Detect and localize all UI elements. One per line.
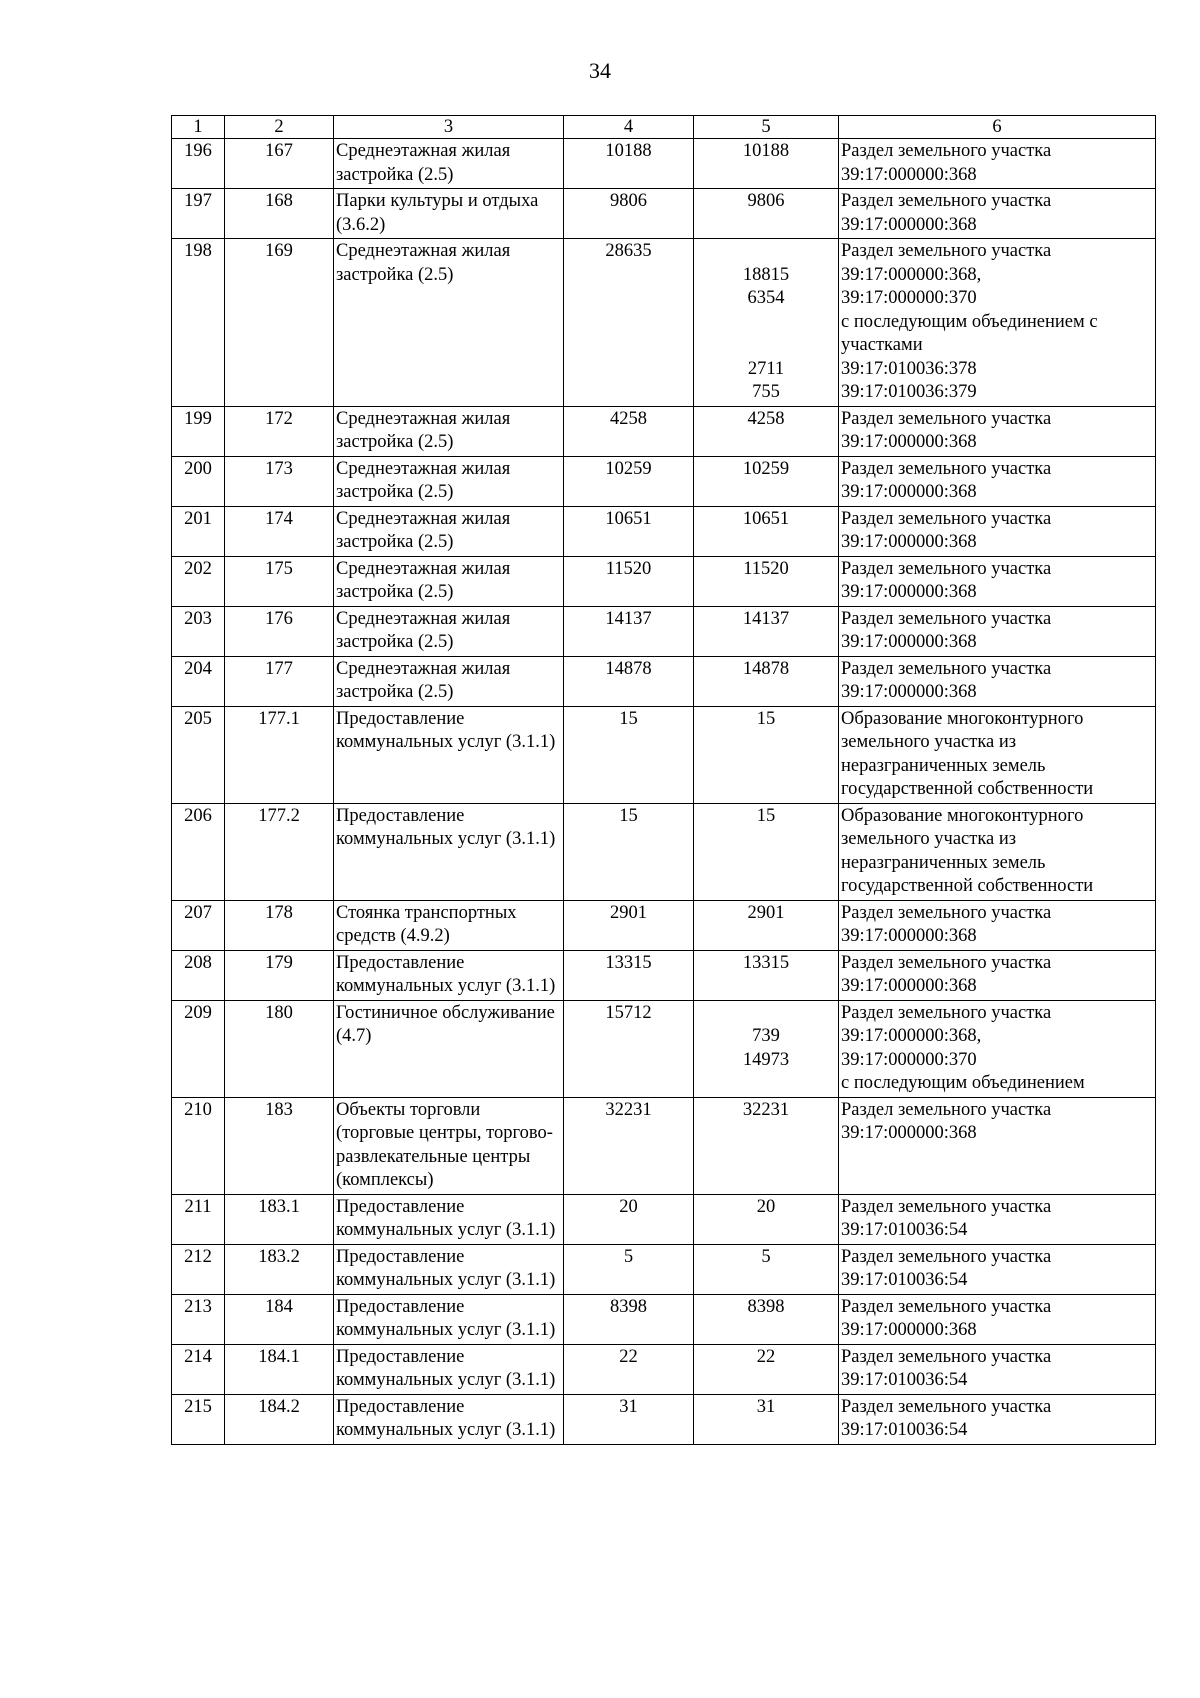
plot-id-cell: 175 [225, 556, 334, 606]
part-area-value: 5 [761, 1246, 771, 1267]
row-number-cell: 202 [172, 556, 225, 606]
note-cell [839, 456, 1156, 506]
plot-id-cell: 183.1 [225, 1194, 334, 1244]
parts-area-cell [694, 1394, 839, 1444]
plot-id-cell: 184 [225, 1294, 334, 1344]
land-use-cell: Среднеэтажная жилая застройка (2.5) [334, 656, 564, 706]
row-number-cell: 213 [172, 1294, 225, 1344]
row-number-cell: 206 [172, 803, 225, 900]
parts-area-cell [694, 706, 839, 803]
note-line: 39:17:000000:368 [841, 532, 977, 552]
note-cell [839, 656, 1156, 706]
area-cell: 10188 [564, 139, 694, 189]
note-line: Раздел земельного участка [841, 1002, 1052, 1023]
table-row [172, 1294, 1156, 1344]
note-line: земельного участка из [841, 732, 1017, 752]
part-area-value: 14973 [742, 1049, 790, 1070]
part-area-value: 10651 [742, 508, 790, 529]
plot-id-cell: 167 [225, 139, 334, 189]
parts-area-cell [694, 1294, 839, 1344]
note-cell [839, 1394, 1156, 1444]
part-area-value: 14137 [742, 608, 790, 629]
note-line: 39:17:000000:368, [841, 1026, 982, 1046]
note-cell [839, 900, 1156, 950]
note-line: 39:17:000000:368 [841, 582, 977, 602]
plot-id-cell: 174 [225, 506, 334, 556]
plot-id-cell: 177.2 [225, 803, 334, 900]
note-line: Раздел земельного участка [841, 408, 1052, 429]
plot-id-cell: 168 [225, 189, 334, 239]
note-line: 39:17:000000:368 [841, 214, 977, 235]
note-cell [839, 139, 1156, 189]
plot-id-cell: 173 [225, 456, 334, 506]
row-number-cell: 199 [172, 406, 225, 456]
parts-area-cell [694, 656, 839, 706]
note-cell [839, 1000, 1156, 1097]
note-line: 39:17:010036:54 [841, 1370, 968, 1390]
note-line: Раздел земельного участка [841, 241, 1052, 261]
area-cell: 5 [564, 1244, 694, 1294]
note-cell [839, 950, 1156, 1000]
row-number-cell: 211 [172, 1194, 225, 1244]
table-row [172, 189, 1156, 239]
note-line: Раздел земельного участка [841, 558, 1052, 579]
note-line: Раздел земельного участка [841, 902, 1052, 923]
area-cell: 28635 [564, 239, 694, 407]
area-cell: 14137 [564, 606, 694, 656]
area-cell: 31 [564, 1394, 694, 1444]
note-cell [839, 1097, 1156, 1194]
table-row [172, 406, 1156, 456]
area-cell: 20 [564, 1194, 694, 1244]
note-line: 39:17:010036:54 [841, 1220, 968, 1240]
row-number-cell: 200 [172, 456, 225, 506]
parts-area-cell [694, 1194, 839, 1244]
part-area-value: 2711 [747, 358, 785, 379]
note-line: Раздел земельного участка [841, 1296, 1052, 1317]
part-area-value [696, 334, 836, 358]
parts-area-cell [694, 1244, 839, 1294]
parts-area-cell [694, 950, 839, 1000]
row-number-cell: 207 [172, 900, 225, 950]
plot-id-cell: 177.1 [225, 706, 334, 803]
land-use-cell: Среднеэтажная жилая застройка (2.5) [334, 139, 564, 189]
area-cell: 15712 [564, 1000, 694, 1097]
table-row [172, 900, 1156, 950]
land-use-cell: Гостиничное обслуживание (4.7) [334, 1000, 564, 1097]
table-row [172, 606, 1156, 656]
row-number-cell: 205 [172, 706, 225, 803]
page-number: 34 [589, 58, 611, 83]
parts-area-cell [694, 139, 839, 189]
part-area-value: 14878 [742, 658, 790, 679]
note-line: 39:17:000000:368 [841, 1320, 977, 1340]
parts-area-cell [694, 189, 839, 239]
part-area-value: 22 [756, 1346, 776, 1367]
parts-area-cell [694, 803, 839, 900]
row-number-cell: 201 [172, 506, 225, 556]
note-line: 39:17:000000:368 [841, 632, 977, 652]
note-line: 39:17:000000:368 [841, 926, 977, 946]
row-number-cell: 204 [172, 656, 225, 706]
plot-id-cell: 184.2 [225, 1394, 334, 1444]
plot-id-cell: 172 [225, 406, 334, 456]
part-area-value [696, 311, 836, 335]
parts-area-cell [694, 556, 839, 606]
note-line: 39:17:010036:54 [841, 1270, 968, 1290]
plot-id-cell: 183 [225, 1097, 334, 1194]
note-cell [839, 189, 1156, 239]
part-area-value: 31 [756, 1396, 776, 1417]
part-area-value: 6354 [747, 288, 785, 308]
land-use-cell: Среднеэтажная жилая застройка (2.5) [334, 556, 564, 606]
note-line: Раздел земельного участка [841, 141, 1052, 161]
note-line: 39:17:000000:370 [841, 288, 977, 308]
area-cell: 9806 [564, 189, 694, 239]
note-cell [839, 506, 1156, 556]
note-line: 39:17:000000:368 [841, 682, 977, 702]
plot-id-cell: 183.2 [225, 1244, 334, 1294]
part-area-value: 755 [752, 382, 780, 402]
note-line: Раздел земельного участка [841, 191, 1052, 211]
area-cell: 10259 [564, 456, 694, 506]
area-cell: 15 [564, 706, 694, 803]
note-line: Раздел земельного участка [841, 952, 1052, 973]
note-cell [839, 1194, 1156, 1244]
table-row [172, 456, 1156, 506]
note-line: 39:17:000000:368 [841, 1123, 977, 1143]
part-area-value: 9806 [747, 191, 785, 211]
note-line: 39:17:000000:370 [841, 1049, 977, 1070]
header-cell: 1 [172, 116, 225, 139]
area-cell: 32231 [564, 1097, 694, 1194]
note-line: 39:17:010036:54 [841, 1420, 968, 1440]
note-line: Раздел земельного участка [841, 1246, 1052, 1267]
table-row [172, 706, 1156, 803]
parts-area-cell [694, 900, 839, 950]
part-area-value [696, 240, 836, 264]
note-cell [839, 1244, 1156, 1294]
land-use-cell: Предоставление коммунальных услуг (3.1.1) [334, 950, 564, 1000]
row-number-cell: 203 [172, 606, 225, 656]
area-cell: 22 [564, 1344, 694, 1394]
row-number-cell: 210 [172, 1097, 225, 1194]
plot-id-cell: 179 [225, 950, 334, 1000]
note-line: Раздел земельного участка [841, 658, 1052, 679]
land-use-cell: Среднеэтажная жилая застройка (2.5) [334, 456, 564, 506]
note-line: 39:17:000000:368 [841, 164, 977, 185]
parts-area-cell [694, 506, 839, 556]
land-use-cell: Среднеэтажная жилая застройка (2.5) [334, 506, 564, 556]
part-area-value: 8398 [747, 1296, 785, 1317]
part-area-value: 4258 [747, 408, 785, 429]
row-number-cell: 209 [172, 1000, 225, 1097]
table-row [172, 803, 1156, 900]
table-row [172, 1194, 1156, 1244]
note-cell [839, 1344, 1156, 1394]
header-cell: 2 [225, 116, 334, 139]
plot-id-cell: 180 [225, 1000, 334, 1097]
note-line: Раздел земельного участка [841, 508, 1052, 529]
note-line: 39:17:000000:368, [841, 264, 982, 285]
note-line: Раздел земельного участка [841, 1099, 1052, 1120]
note-cell [839, 706, 1156, 803]
note-cell [839, 556, 1156, 606]
row-number-cell: 197 [172, 189, 225, 239]
note-cell [839, 606, 1156, 656]
note-line: земельного участка из [841, 829, 1017, 849]
note-line: 39:17:000000:368 [841, 976, 977, 996]
table-row [172, 506, 1156, 556]
part-area-value: 15 [756, 805, 776, 826]
part-area-value: 13315 [742, 952, 790, 973]
parts-area-cell [694, 456, 839, 506]
table-row [172, 950, 1156, 1000]
plot-id-cell: 178 [225, 900, 334, 950]
row-number-cell: 214 [172, 1344, 225, 1394]
row-number-cell: 212 [172, 1244, 225, 1294]
area-cell: 13315 [564, 950, 694, 1000]
parts-area-cell [694, 406, 839, 456]
table-row [172, 556, 1156, 606]
table-row [172, 1000, 1156, 1097]
note-line: Раздел земельного участка [841, 1396, 1052, 1417]
note-line: с последующим объединением с [841, 311, 1098, 332]
land-use-cell: Объекты торговли (торговые центры, торгово-развлекательные центры (комплексы) [334, 1097, 564, 1194]
note-line: Раздел земельного участка [841, 1346, 1052, 1367]
header-cell: 3 [334, 116, 564, 139]
parts-area-cell [694, 606, 839, 656]
part-area-value: 10188 [742, 141, 790, 161]
note-line: государственной собственности [841, 779, 1094, 799]
land-use-cell: Стоянка транспортных средств (4.9.2) [334, 900, 564, 950]
land-use-cell: Среднеэтажная жилая застройка (2.5) [334, 606, 564, 656]
land-use-cell: Предоставление коммунальных услуг (3.1.1) [334, 1294, 564, 1344]
part-area-value: 2901 [747, 902, 785, 923]
header-cell: 6 [839, 116, 1156, 139]
note-line: 39:17:000000:368 [841, 482, 977, 502]
note-line: Раздел земельного участка [841, 1196, 1052, 1217]
area-cell: 4258 [564, 406, 694, 456]
note-line: 39:17:010036:379 [841, 382, 977, 402]
land-plots-table [171, 115, 1156, 1445]
area-cell: 2901 [564, 900, 694, 950]
row-number-cell: 198 [172, 239, 225, 407]
part-area-value: 10259 [742, 458, 790, 479]
land-use-cell: Предоставление коммунальных услуг (3.1.1) [334, 1394, 564, 1444]
row-number-cell: 215 [172, 1394, 225, 1444]
part-area-value: 739 [752, 1026, 780, 1046]
land-use-cell: Парки культуры и отдыха (3.6.2) [334, 189, 564, 239]
note-cell [839, 1294, 1156, 1344]
note-line: участками [841, 335, 923, 355]
plot-id-cell: 184.1 [225, 1344, 334, 1394]
note-line: 39:17:010036:378 [841, 358, 977, 379]
part-area-value: 32231 [742, 1099, 790, 1120]
land-use-cell: Среднеэтажная жилая застройка (2.5) [334, 239, 564, 407]
table-row [172, 239, 1156, 407]
part-area-value: 15 [756, 708, 776, 729]
note-line: Раздел земельного участка [841, 608, 1052, 629]
parts-area-cell [694, 239, 839, 407]
table-row [172, 1394, 1156, 1444]
part-area-value [696, 1002, 836, 1026]
area-cell: 11520 [564, 556, 694, 606]
part-area-value: 11520 [743, 558, 789, 579]
note-line: Образование многоконтурного [841, 708, 1084, 729]
note-line: 39:17:000000:368 [841, 432, 977, 452]
parts-area-cell [694, 1000, 839, 1097]
plot-id-cell: 176 [225, 606, 334, 656]
table-header-row [172, 116, 1156, 139]
plot-id-cell: 177 [225, 656, 334, 706]
table-row [172, 1344, 1156, 1394]
plot-id-cell: 169 [225, 239, 334, 407]
note-line: неразграниченных земель [841, 755, 1046, 776]
parts-area-cell [694, 1097, 839, 1194]
table-row [172, 1097, 1156, 1194]
area-cell: 14878 [564, 656, 694, 706]
note-line: неразграниченных земель [841, 852, 1046, 873]
row-number-cell: 208 [172, 950, 225, 1000]
note-cell [839, 406, 1156, 456]
table-row [172, 656, 1156, 706]
area-cell: 8398 [564, 1294, 694, 1344]
land-use-cell: Предоставление коммунальных услуг (3.1.1) [334, 1194, 564, 1244]
header-cell: 4 [564, 116, 694, 139]
area-cell: 10651 [564, 506, 694, 556]
land-use-cell: Среднеэтажная жилая застройка (2.5) [334, 406, 564, 456]
table-row [172, 1244, 1156, 1294]
part-area-value: 20 [756, 1196, 776, 1217]
parts-area-cell [694, 1344, 839, 1394]
note-line: государственной собственности [841, 876, 1094, 896]
note-line: с последующим объединением [841, 1073, 1085, 1093]
note-line: Образование многоконтурного [841, 805, 1084, 826]
area-cell: 15 [564, 803, 694, 900]
land-use-cell: Предоставление коммунальных услуг (3.1.1) [334, 1344, 564, 1394]
table-row [172, 139, 1156, 189]
note-line: Раздел земельного участка [841, 458, 1052, 479]
land-use-cell: Предоставление коммунальных услуг (3.1.1) [334, 1244, 564, 1294]
land-use-cell: Предоставление коммунальных услуг (3.1.1) [334, 706, 564, 803]
header-cell: 5 [694, 116, 839, 139]
row-number-cell: 196 [172, 139, 225, 189]
part-area-value: 18815 [742, 264, 790, 285]
note-cell [839, 803, 1156, 900]
land-use-cell: Предоставление коммунальных услуг (3.1.1) [334, 803, 564, 900]
note-cell [839, 239, 1156, 407]
